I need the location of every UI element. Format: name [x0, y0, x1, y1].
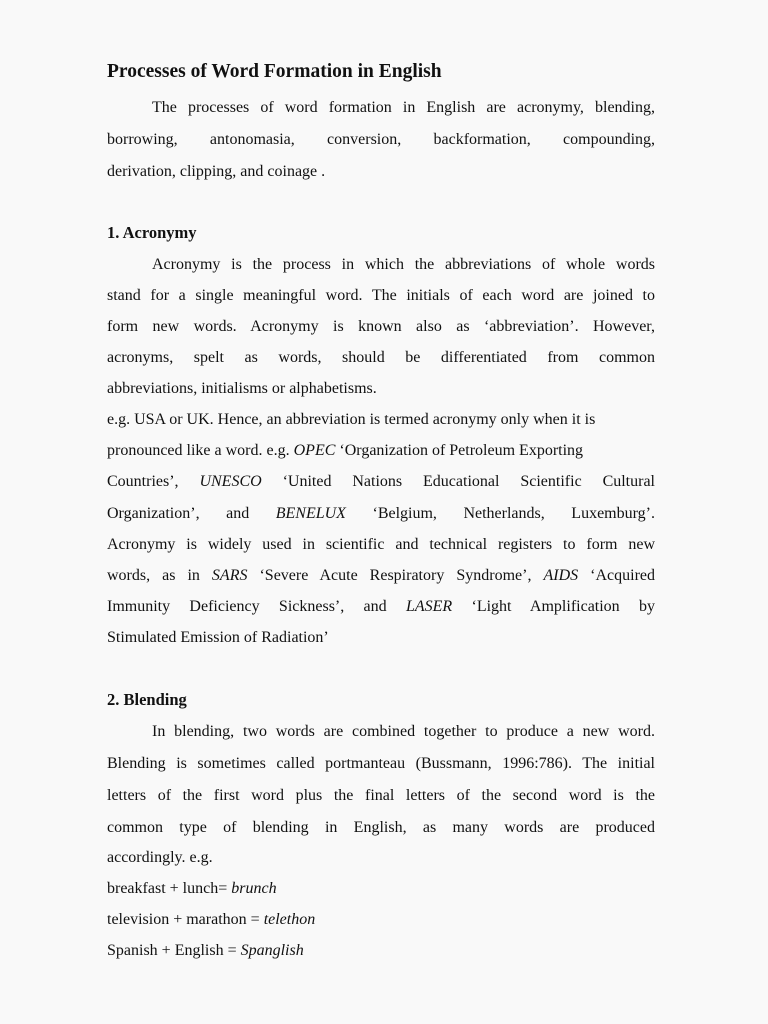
blend-result: Spanglish [240, 942, 304, 959]
acronymy-line-4: acronyms, spelt as words, should be differentiated from common [107, 349, 655, 366]
blend-result: telethon [263, 911, 316, 928]
section-heading-blending: 2. Blending [107, 690, 187, 709]
blend-example: Spanish + English = Spanglish [107, 942, 304, 959]
term-aids: AIDS [543, 567, 579, 584]
term-opec: OPEC [293, 442, 336, 459]
acronymy-line-13: Stimulated Emission of Radiation’ [107, 629, 329, 646]
acronymy-line-12: Immunity Deficiency Sickness’, and LASER ‘Light Amplification by [107, 598, 655, 615]
document-title: Processes of Word Formation in English [107, 61, 442, 82]
acronymy-line-1: Acronymy is the process in which the abbreviations of whole words [152, 256, 655, 273]
intro-line-2: borrowing, antonomasia, conversion, backformation, compounding, [107, 131, 656, 148]
blending-line-2: Blending is sometimes called portmanteau (Bussmann, 1996:786). The initial [107, 755, 655, 772]
section-heading-acronymy: 1. Acronymy [107, 223, 197, 242]
acronymy-line-5: abbreviations, initialisms or alphabetisms. [107, 380, 377, 397]
acronymy-line-9: Organization’, and BENELUX ‘Belgium, Netherlands, Luxemburg’. [107, 505, 655, 522]
acronymy-line-8: Countries’, UNESCO ‘United Nations Educational Scientific Cultural [107, 473, 656, 490]
term-laser: LASER [405, 598, 453, 615]
term-sars: SARS [211, 567, 248, 584]
blend-example: breakfast + lunch= brunch [107, 880, 277, 897]
blending-line-4: common type of blending in English, as many words are produced [107, 819, 655, 836]
term-unesco: UNESCO [199, 473, 262, 490]
blending-line-1: In blending, two words are combined together to produce a new word. [152, 723, 655, 740]
blending-line-3: letters of the first word plus the final letters of the second word is the [107, 787, 655, 804]
acronymy-line-7: pronounced like a word. e.g. OPEC ‘Organization of Petroleum Exporting [107, 442, 584, 459]
acronymy-line-2: stand for a single meaningful word. The initials of each word are joined to [107, 287, 655, 304]
term-benelux: BENELUX [275, 505, 346, 522]
blend-example: television + marathon = telethon [107, 911, 316, 928]
blend-result: brunch [231, 880, 277, 897]
acronymy-line-10: Acronymy is widely used in scientific and technical registers to form new [107, 536, 655, 553]
intro-line-3: derivation, clipping, and coinage . [107, 163, 326, 180]
blending-line-5: accordingly. e.g. [107, 849, 213, 866]
acronymy-line-6: e.g. USA or UK. Hence, an abbreviation is termed acronymy only when it is [107, 411, 596, 428]
intro-line-1: The processes of word formation in English are acronymy, blending, [152, 99, 655, 116]
acronymy-line-11: words, as in SARS ‘Severe Acute Respiratory Syndrome’, AIDS ‘Acquired [107, 567, 655, 584]
acronymy-line-3: form new words. Acronymy is known also as ‘abbreviation’. However, [107, 318, 655, 335]
